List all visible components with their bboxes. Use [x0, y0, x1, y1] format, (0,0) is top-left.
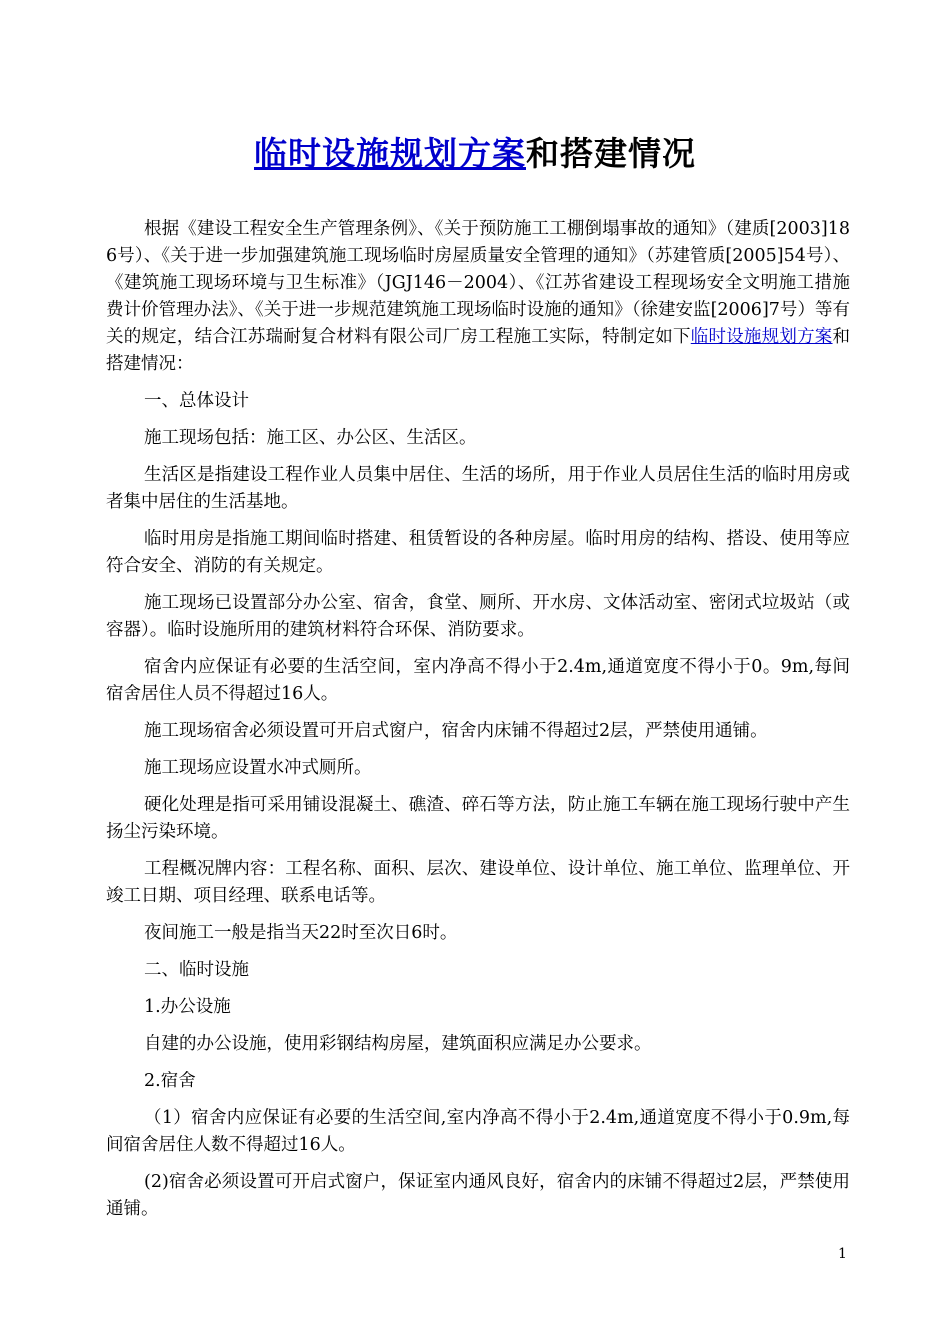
subsection-heading-office: 1.办公设施	[144, 997, 231, 1017]
document-body	[106, 216, 850, 1233]
paragraph: 夜间施工一般是指当天22时至次日6时。	[144, 923, 458, 943]
title-rest: 和搭建情况	[526, 134, 696, 173]
title-link[interactable]: 临时设施规划方案	[254, 134, 526, 173]
paragraph: 自建的办公设施，使用彩钢结构房屋，建筑面积应满足办公要求。	[144, 1034, 652, 1054]
paragraph: 工程概况牌内容：工程名称、面积、层次、建设单位、设计单位、施工单位、监理单位、开竣工日期、项目经理、联系电话等。	[106, 859, 850, 906]
intro-text: 根据《建设工程安全生产管理条例》、《关于预防施工工棚倒塌事故的通知》（建质[2003]186号）、《关于进一步加强建筑施工现场临时房屋质量安全管理的通知》（苏建管质[2005]54号）、《建筑施工现场环境与卫生标准》（JGJ146－2004）、《江苏省建设工程现场安全文明施工措施费计价管理办法》、《关于进一步规范建筑施工现场临时设施的通知》（徐建安监[2006]7号）等有关的规定，结合江苏瑞耐复合材料有限公司厂房工程施工实际，特制定如下	[106, 219, 850, 347]
paragraph: (2)宿舍必须设置可开启式窗户，保证室内通风良好，宿舍内的床铺不得超过2层，严禁使用通铺。	[106, 1172, 850, 1219]
section-heading-facilities: 二、临时设施	[144, 960, 249, 980]
intro-text-end: 和搭建情况：	[106, 327, 851, 374]
intro-paragraph	[106, 216, 850, 378]
page-title	[0, 128, 950, 175]
paragraph: 临时用房是指施工期间临时搭建、租赁暂设的各种房屋。临时用房的结构、搭设、使用等应符合安全、消防的有关规定。	[106, 529, 850, 576]
page-number: 1	[838, 1246, 847, 1262]
paragraph: 施工现场已设置部分办公室、宿舍，食堂、厕所、开水房、文体活动室、密闭式垃圾站（或容器）。临时设施所用的建筑材料符合环保、消防要求。	[106, 593, 850, 640]
paragraph: 硬化处理是指可采用铺设混凝土、礁渣、碎石等方法，防止施工车辆在施工现场行驶中产生扬尘污染环境。	[106, 795, 850, 842]
subsection-heading-dormitory: 2.宿舍	[144, 1071, 196, 1091]
paragraph: 生活区是指建设工程作业人员集中居住、生活的场所，用于作业人员居住生活的临时用房或者集中居住的生活基地。	[106, 465, 850, 512]
paragraph: 施工现场宿舍必须设置可开启式窗户，宿舍内床铺不得超过2层，严禁使用通铺。	[144, 721, 768, 741]
section-heading-general: 一、总体设计	[144, 391, 249, 411]
intro-link[interactable]: 临时设施规划方案	[690, 327, 833, 347]
paragraph: 施工现场应设置水冲式厕所。	[144, 758, 372, 778]
paragraph: （1）宿舍内应保证有必要的生活空间,室内净高不得小于2.4m,通道宽度不得小于0.9m,每间宿舍居住人数不得超过16人。	[106, 1108, 850, 1155]
paragraph: 施工现场包括：施工区、办公区、生活区。	[144, 428, 477, 448]
paragraph: 宿舍内应保证有必要的生活空间，室内净高不得小于2.4m,通道宽度不得小于0。9m,每间宿舍居住人员不得超过16人。	[106, 657, 850, 704]
